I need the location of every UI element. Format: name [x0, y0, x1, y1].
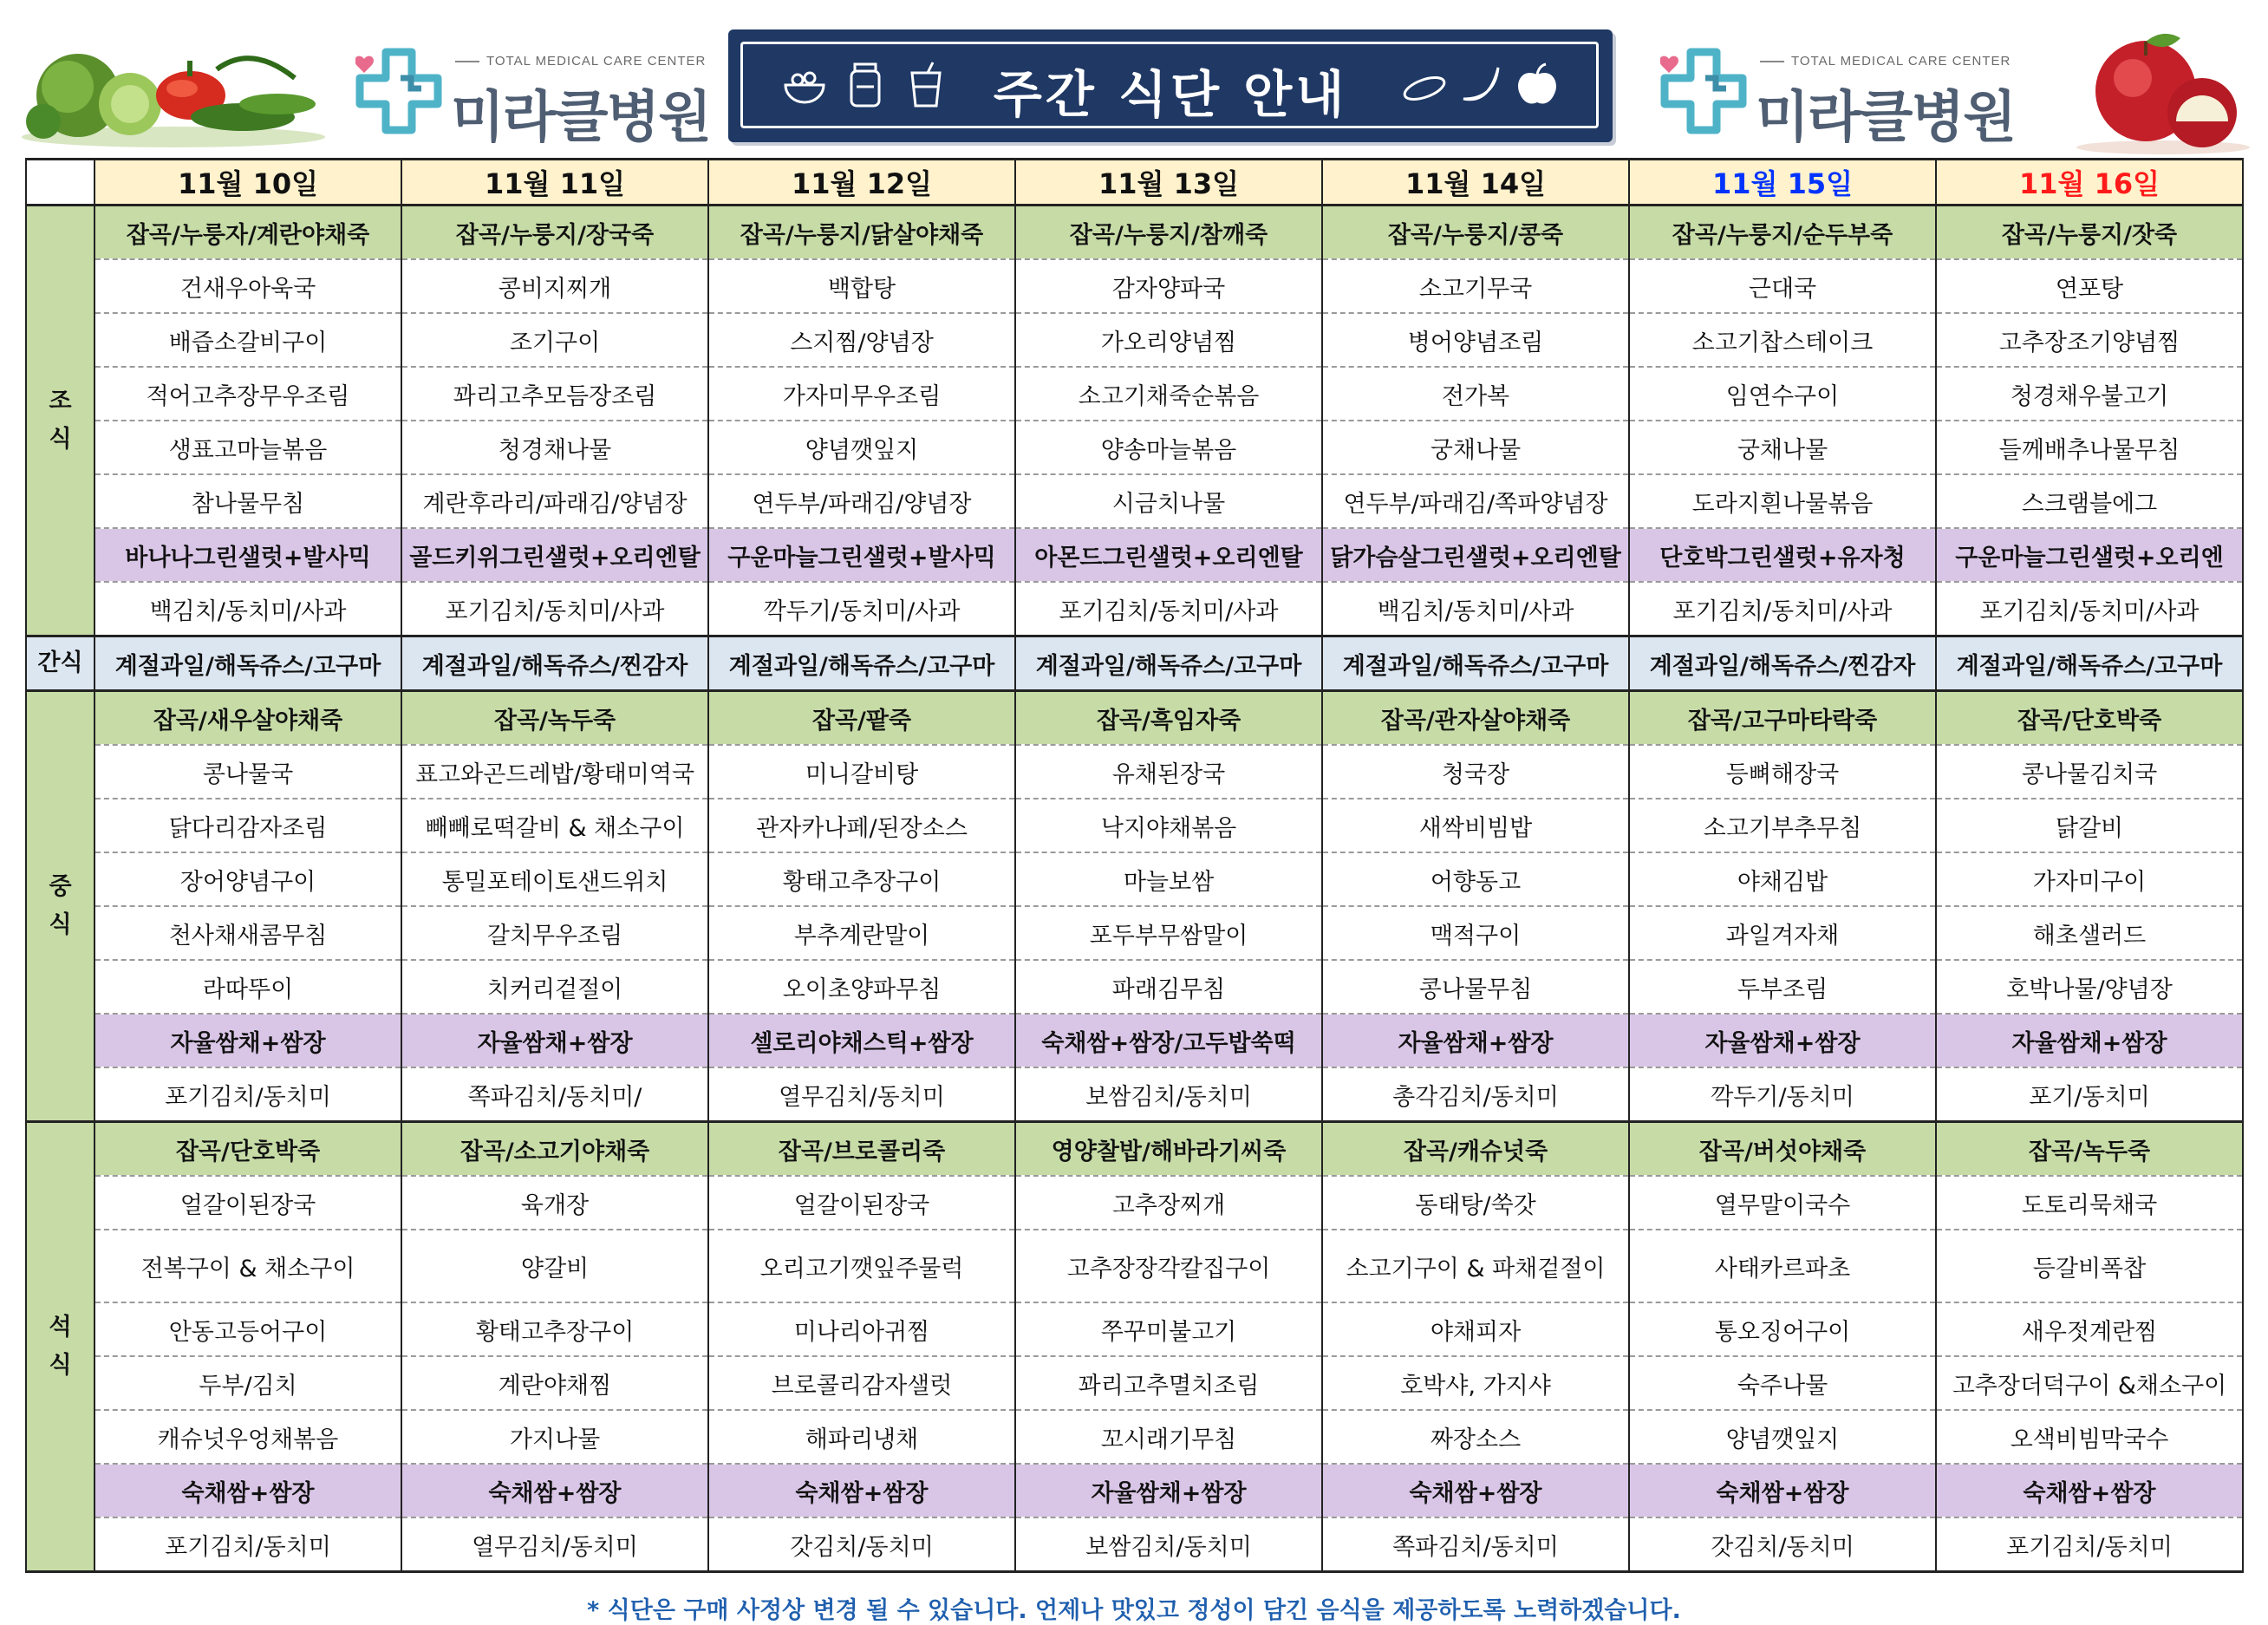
menu-row — [26, 852, 2243, 906]
menu-cell: 감자양파국 — [1015, 259, 1322, 313]
menu-cell: 숙채쌈+쌈장 — [1322, 1464, 1629, 1517]
menu-cell: 짜장소스 — [1322, 1410, 1629, 1464]
menu-cell: 호박나물/양념장 — [1936, 960, 2243, 1014]
menu-cell: 꼬시래기무침 — [1015, 1410, 1322, 1464]
menu-cell: 오리고기깻잎주물럭 — [708, 1230, 1015, 1302]
menu-cell: 보쌈김치/동치미 — [1015, 1517, 1322, 1572]
menu-cell: 해파리냉채 — [708, 1410, 1015, 1464]
menu-cell: 잡곡/단호박죽 — [94, 1122, 401, 1177]
menu-cell: 계절과일/해독쥬스/고구마 — [708, 636, 1015, 691]
day-header-sunday: 11월 16일 — [1936, 160, 2243, 206]
menu-cell: 어향동고 — [1322, 852, 1629, 906]
menu-cell: 가자미무우조림 — [708, 367, 1015, 421]
menu-cell: 들께배추나물무침 — [1936, 421, 2243, 474]
menu-cell: 빼빼로떡갈비 & 채소구이 — [401, 799, 708, 852]
menu-cell: 숙채쌈+쌈장 — [94, 1464, 401, 1517]
menu-cell: 새우젓계란찜 — [1936, 1302, 2243, 1356]
menu-cell: 양념깻잎지 — [708, 421, 1015, 474]
menu-cell: 전복구이 & 채소구이 — [94, 1230, 401, 1302]
apple-icon — [1513, 61, 1561, 109]
menu-cell: 얼갈이된장국 — [94, 1176, 401, 1230]
menu-cell: 셀로리야채스틱+쌈장 — [708, 1014, 1015, 1067]
menu-cell: 청국장 — [1322, 745, 1629, 799]
menu-cell: 포기김치/동치미/사과 — [1629, 582, 1936, 636]
banana-icon — [1457, 61, 1505, 109]
menu-cell: 라따뚜이 — [94, 960, 401, 1014]
menu-cell: 캐슈넛우엉채볶음 — [94, 1410, 401, 1464]
menu-cell: 미나리아귀찜 — [708, 1302, 1015, 1356]
menu-cell: 잡곡/고구마타락죽 — [1629, 691, 1936, 746]
menu-row — [26, 636, 2243, 691]
menu-cell: 꽈리고추멸치조림 — [1015, 1356, 1322, 1410]
menu-cell: 쭈꾸미불고기 — [1015, 1302, 1322, 1356]
menu-cell: 안동고등어구이 — [94, 1302, 401, 1356]
menu-cell: 잡곡/흑임자죽 — [1015, 691, 1322, 746]
menu-row — [26, 1176, 2243, 1230]
menu-cell: 도토리묵채국 — [1936, 1176, 2243, 1230]
day-header-row — [26, 160, 2243, 206]
menu-cell: 야채피자 — [1322, 1302, 1629, 1356]
logo-tagline: TOTAL MEDICAL CARE CENTER — [455, 54, 706, 69]
menu-cell: 포기김치/동치미/사과 — [401, 582, 708, 636]
corner-cell — [26, 160, 94, 206]
menu-cell: 포기김치/동치미/사과 — [1936, 582, 2243, 636]
menu-row — [26, 1014, 2243, 1067]
menu-cell: 백김치/동치미/사과 — [94, 582, 401, 636]
menu-cell: 쪽파김치/동치미 — [1322, 1517, 1629, 1572]
menu-row — [26, 259, 2243, 313]
menu-cell: 두부조림 — [1629, 960, 1936, 1014]
day-header: 11월 13일 — [1015, 160, 1322, 206]
menu-row — [26, 206, 2243, 260]
menu-cell: 잡곡/브로콜리죽 — [708, 1122, 1015, 1177]
menu-cell: 갈치무우조림 — [401, 906, 708, 960]
menu-cell: 숙채쌈+쌈장 — [708, 1464, 1015, 1517]
medical-cross-icon — [355, 43, 442, 139]
meal-label-text: 석 식 — [49, 1314, 72, 1379]
menu-cell: 꽈리고추모듬장조림 — [401, 367, 708, 421]
menu-cell: 통오징어구이 — [1629, 1302, 1936, 1356]
menu-cell: 등뼈해장국 — [1629, 745, 1936, 799]
menu-cell: 소고기채죽순볶음 — [1015, 367, 1322, 421]
menu-cell: 양념깻잎지 — [1629, 1410, 1936, 1464]
menu-cell: 자율쌈채+쌈장 — [1015, 1464, 1322, 1517]
apples-illustration — [2063, 26, 2263, 156]
menu-cell: 두부/김치 — [94, 1356, 401, 1410]
menu-cell: 잡곡/팥죽 — [708, 691, 1015, 746]
menu-cell: 가오리양념찜 — [1015, 313, 1322, 367]
menu-cell: 건새우아욱국 — [94, 259, 401, 313]
menu-cell: 잡곡/녹두죽 — [401, 691, 708, 746]
menu-cell: 갓김치/동치미 — [708, 1517, 1015, 1572]
menu-cell: 양송마늘볶음 — [1015, 421, 1322, 474]
logo-tagline: TOTAL MEDICAL CARE CENTER — [1760, 54, 2011, 69]
menu-cell: 파래김무침 — [1015, 960, 1322, 1014]
menu-cell: 등갈비폭찹 — [1936, 1230, 2243, 1302]
menu-cell: 양갈비 — [401, 1230, 708, 1302]
menu-cell: 생표고마늘볶음 — [94, 421, 401, 474]
menu-cell: 콩나물무침 — [1322, 960, 1629, 1014]
menu-row — [26, 421, 2243, 474]
meal-label-text: 중 식 — [49, 873, 72, 938]
meal-label-dinner — [26, 1122, 94, 1572]
menu-cell: 숙주나물 — [1629, 1356, 1936, 1410]
menu-cell: 새싹비빔밥 — [1322, 799, 1629, 852]
menu-cell: 자율쌈채+쌈장 — [1322, 1014, 1629, 1067]
menu-cell: 사태카르파초 — [1629, 1230, 1936, 1302]
menu-cell: 관자카나페/된장소스 — [708, 799, 1015, 852]
menu-row — [26, 1122, 2243, 1177]
menu-cell: 육개장 — [401, 1176, 708, 1230]
menu-cell: 근대국 — [1629, 259, 1936, 313]
page-title: 주간 식단 안내 — [993, 65, 1348, 124]
breakfast-section — [26, 206, 2243, 636]
menu-cell: 총각김치/동치미 — [1322, 1067, 1629, 1122]
menu-cell: 영양찰밥/해바라기씨죽 — [1015, 1122, 1322, 1177]
menu-row — [26, 1356, 2243, 1410]
menu-cell: 잡곡/단호박죽 — [1936, 691, 2243, 746]
menu-cell: 계란후라리/파래김/양념장 — [401, 474, 708, 528]
menu-cell: 잡곡/새우살야채죽 — [94, 691, 401, 746]
menu-cell: 포기/동치미 — [1936, 1067, 2243, 1122]
menu-cell: 조기구이 — [401, 313, 708, 367]
logo-name: 미라클병원 — [451, 86, 711, 150]
menu-cell: 구운마늘그린샐럿+발사믹 — [708, 528, 1015, 582]
menu-cell: 잡곡/버섯야채죽 — [1629, 1122, 1936, 1177]
menu-cell: 연두부/파래김/쪽파양념장 — [1322, 474, 1629, 528]
menu-row — [26, 367, 2243, 421]
menu-cell: 계절과일/해독쥬스/고구마 — [1322, 636, 1629, 691]
menu-cell: 잡곡/관자살야채죽 — [1322, 691, 1629, 746]
menu-cell: 오색비빔막국수 — [1936, 1410, 2243, 1464]
menu-cell: 오이초양파무침 — [708, 960, 1015, 1014]
day-header: 11월 14일 — [1322, 160, 1629, 206]
menu-cell: 열무김치/동치미 — [401, 1517, 708, 1572]
menu-cell: 청경채나물 — [401, 421, 708, 474]
menu-cell: 잡곡/녹두죽 — [1936, 1122, 2243, 1177]
menu-cell: 전가복 — [1322, 367, 1629, 421]
menu-cell: 소고기무국 — [1322, 259, 1629, 313]
menu-cell: 콩비지찌개 — [401, 259, 708, 313]
menu-cell: 황태고추장구이 — [708, 852, 1015, 906]
menu-cell: 고추장장각칼집구이 — [1015, 1230, 1322, 1302]
menu-row — [26, 1230, 2243, 1302]
menu-cell: 보쌈김치/동치미 — [1015, 1067, 1322, 1122]
menu-row — [26, 906, 2243, 960]
menu-cell: 콩나물국 — [94, 745, 401, 799]
menu-cell: 궁채나물 — [1322, 421, 1629, 474]
menu-cell: 과일겨자채 — [1629, 906, 1936, 960]
menu-row — [26, 582, 2243, 636]
page-header — [0, 0, 2268, 154]
menu-cell: 잡곡/누룽지/콩죽 — [1322, 206, 1629, 260]
menu-cell: 콩나물김치국 — [1936, 745, 2243, 799]
menu-cell: 낙지야채볶음 — [1015, 799, 1322, 852]
menu-cell: 잡곡/누룽지/순두부죽 — [1629, 206, 1936, 260]
menu-row — [26, 474, 2243, 528]
menu-cell: 계절과일/해독쥬스/찐감자 — [1629, 636, 1936, 691]
menu-cell: 골드키위그린샐럿+오리엔탈 — [401, 528, 708, 582]
menu-cell: 포기김치/동치미 — [94, 1067, 401, 1122]
menu-cell: 적어고추장무우조림 — [94, 367, 401, 421]
menu-cell: 마늘보쌈 — [1015, 852, 1322, 906]
day-header: 11월 11일 — [401, 160, 708, 206]
menu-cell: 잡곡/누룽지/참깨죽 — [1015, 206, 1322, 260]
menu-cell: 닭다리감자조림 — [94, 799, 401, 852]
menu-cell: 고추장찌개 — [1015, 1176, 1322, 1230]
menu-cell: 고추장더덕구이 &채소구이 — [1936, 1356, 2243, 1410]
menu-cell: 단호박그린샐럿+유자청 — [1629, 528, 1936, 582]
menu-cell: 바나나그린샐럿+발사믹 — [94, 528, 401, 582]
menu-cell: 백합탕 — [708, 259, 1015, 313]
menu-cell: 호박샤, 가지샤 — [1322, 1356, 1629, 1410]
menu-cell: 동태탕/쑥갓 — [1322, 1176, 1629, 1230]
menu-cell: 해초샐러드 — [1936, 906, 2243, 960]
vegetables-illustration — [17, 35, 329, 147]
menu-cell: 소고기찹스테이크 — [1629, 313, 1936, 367]
menu-cell: 닭갈비 — [1936, 799, 2243, 852]
menu-row — [26, 799, 2243, 852]
menu-row — [26, 745, 2243, 799]
meal-label-snack: 간식 — [26, 636, 94, 691]
menu-cell: 깍두기/동치미/사과 — [708, 582, 1015, 636]
meal-label-breakfast — [26, 206, 94, 636]
menu-cell: 미니갈비탕 — [708, 745, 1015, 799]
title-banner — [728, 29, 1613, 142]
menu-cell: 잡곡/캐슈넛죽 — [1322, 1122, 1629, 1177]
medical-cross-icon — [1660, 43, 1747, 139]
menu-cell: 가자미구이 — [1936, 852, 2243, 906]
menu-cell: 참나물무침 — [94, 474, 401, 528]
menu-cell: 얼갈이된장국 — [708, 1176, 1015, 1230]
menu-cell: 자율쌈채+쌈장 — [1936, 1014, 2243, 1067]
menu-cell: 포기김치/동치미/사과 — [1015, 582, 1322, 636]
day-header-saturday: 11월 15일 — [1629, 160, 1936, 206]
meal-label-lunch — [26, 691, 94, 1122]
menu-cell: 시금치나물 — [1015, 474, 1322, 528]
menu-cell: 잡곡/누룽자/계란야채죽 — [94, 206, 401, 260]
menu-cell: 잡곡/소고기야채죽 — [401, 1122, 708, 1177]
menu-cell: 백김치/동치미/사과 — [1322, 582, 1629, 636]
menu-cell: 소고기구이 & 파채겉절이 — [1322, 1230, 1629, 1302]
menu-cell: 숙채쌈+쌈장 — [401, 1464, 708, 1517]
menu-cell: 숙채쌈+쌈장 — [1936, 1464, 2243, 1517]
meal-label-text: 조 식 — [49, 388, 72, 453]
menu-cell: 닭가슴살그린샐럿+오리엔탈 — [1322, 528, 1629, 582]
menu-cell: 도라지흰나물볶음 — [1629, 474, 1936, 528]
menu-cell: 자율쌈채+쌈장 — [94, 1014, 401, 1067]
menu-cell: 쪽파김치/동치미/ — [401, 1067, 708, 1122]
menu-cell: 계절과일/해독쥬스/고구마 — [1015, 636, 1322, 691]
sweet-potato-icon — [1400, 61, 1449, 109]
day-header: 11월 12일 — [708, 160, 1015, 206]
menu-cell: 황태고추장구이 — [401, 1302, 708, 1356]
menu-cell: 연두부/파래김/양념장 — [708, 474, 1015, 528]
menu-cell: 계절과일/해독쥬스/고구마 — [94, 636, 401, 691]
menu-cell: 포두부무쌈말이 — [1015, 906, 1322, 960]
menu-cell: 계절과일/해독쥬스/찐감자 — [401, 636, 708, 691]
menu-cell: 청경채우불고기 — [1936, 367, 2243, 421]
menu-cell: 브로콜리감자샐럿 — [708, 1356, 1015, 1410]
menu-cell: 깍두기/동치미 — [1629, 1067, 1936, 1122]
snack-section — [26, 636, 2243, 691]
menu-cell: 숙채쌈+쌈장 — [1629, 1464, 1936, 1517]
menu-cell: 부추계란말이 — [708, 906, 1015, 960]
menu-cell: 맥적구이 — [1322, 906, 1629, 960]
menu-cell: 자율쌈채+쌈장 — [401, 1014, 708, 1067]
menu-cell: 계절과일/해독쥬스/고구마 — [1936, 636, 2243, 691]
menu-cell: 스지찜/양념장 — [708, 313, 1015, 367]
menu-cell: 천사채새콤무침 — [94, 906, 401, 960]
menu-cell: 잡곡/누룽지/닭살야채죽 — [708, 206, 1015, 260]
menu-cell: 스크램블에그 — [1936, 474, 2243, 528]
menu-row — [26, 1464, 2243, 1517]
menu-cell: 숙채쌈+쌈장/고두밥쑥떡 — [1015, 1014, 1322, 1067]
logo-name: 미라클병원 — [1756, 86, 2016, 150]
menu-row — [26, 1067, 2243, 1122]
menu-cell: 궁채나물 — [1629, 421, 1936, 474]
menu-cell: 배즙소갈비구이 — [94, 313, 401, 367]
menu-row — [26, 691, 2243, 746]
menu-cell: 소고기부추무침 — [1629, 799, 1936, 852]
menu-cell: 표고와곤드레밥/황태미역국 — [401, 745, 708, 799]
menu-cell: 계란야채찜 — [401, 1356, 708, 1410]
footnote: * 식단은 구매 사정상 변경 될 수 있습니다. 언제나 맛있고 정성이 담긴 음식을 제공하도록 노력하겠습니다. — [587, 1597, 1681, 1624]
menu-cell: 포기김치/동치미 — [1936, 1517, 2243, 1572]
menu-cell: 임연수구이 — [1629, 367, 1936, 421]
menu-row — [26, 313, 2243, 367]
menu-cell: 구운마늘그린샐럿+오리엔 — [1936, 528, 2243, 582]
menu-row — [26, 1302, 2243, 1356]
menu-row — [26, 960, 2243, 1014]
menu-cell: 병어양념조림 — [1322, 313, 1629, 367]
lunch-section — [26, 691, 2243, 1122]
menu-row — [26, 1410, 2243, 1464]
menu-cell: 자율쌈채+쌈장 — [1629, 1014, 1936, 1067]
hospital-logo-right — [1660, 43, 2024, 150]
menu-cell: 포기김치/동치미 — [94, 1517, 401, 1572]
menu-row — [26, 528, 2243, 582]
menu-cell: 갓김치/동치미 — [1629, 1517, 1936, 1572]
menu-cell: 장어양념구이 — [94, 852, 401, 906]
day-header: 11월 10일 — [94, 160, 401, 206]
menu-cell: 잡곡/누룽지/장국죽 — [401, 206, 708, 260]
hospital-logo-left — [355, 43, 720, 150]
menu-cell: 가지나물 — [401, 1410, 708, 1464]
menu-cell: 아몬드그린샐럿+오리엔탈 — [1015, 528, 1322, 582]
menu-cell: 열무김치/동치미 — [708, 1067, 1015, 1122]
menu-cell: 연포탕 — [1936, 259, 2243, 313]
menu-cell: 유채된장국 — [1015, 745, 1322, 799]
menu-cell: 잡곡/누룽지/잣죽 — [1936, 206, 2243, 260]
menu-cell: 열무말이국수 — [1629, 1176, 1936, 1230]
menu-cell: 치커리겉절이 — [401, 960, 708, 1014]
menu-cell: 통밀포테이토샌드위치 — [401, 852, 708, 906]
menu-cell: 고추장조기양념찜 — [1936, 313, 2243, 367]
dinner-section — [26, 1122, 2243, 1572]
menu-cell: 야채김밥 — [1629, 852, 1936, 906]
menu-row — [26, 1517, 2243, 1572]
weekly-menu-table — [25, 158, 2244, 1573]
